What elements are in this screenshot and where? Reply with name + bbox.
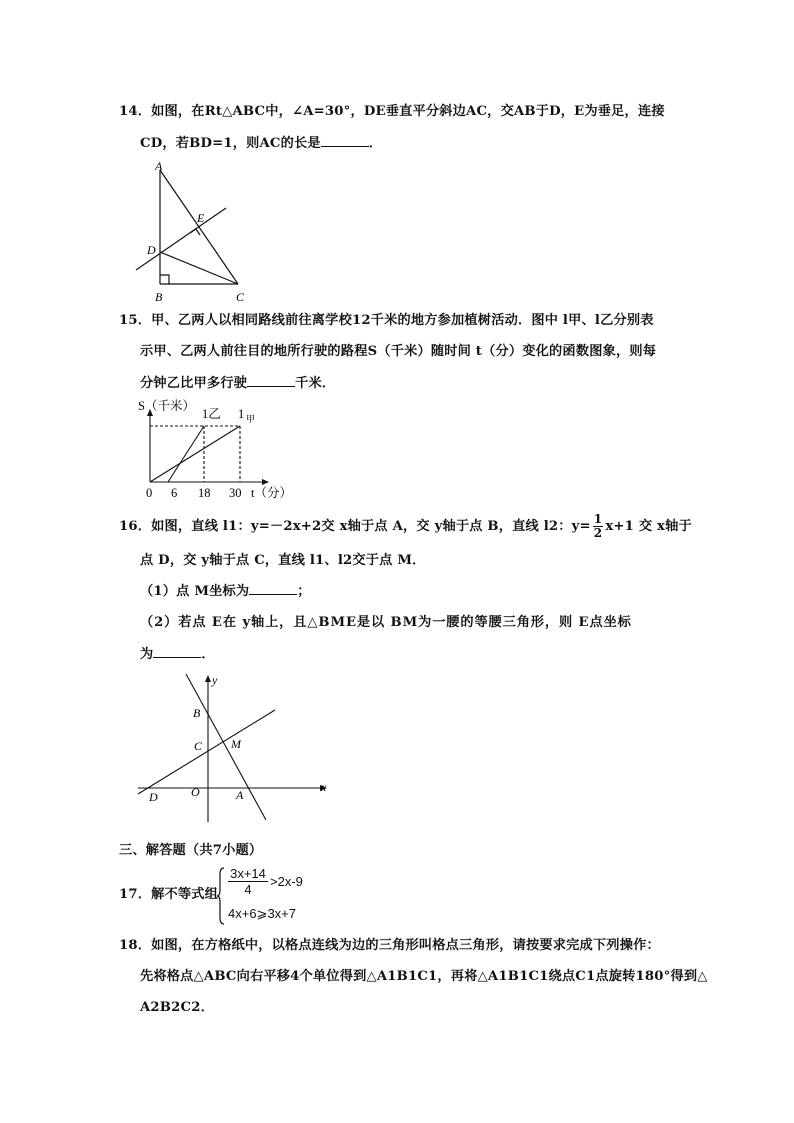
q18-line3: A2B2C2．	[140, 1000, 214, 1015]
q15-line1: 15．甲、乙两人以相同路线前往离学校12千米的地方参加植树活动．图中 l甲、l乙分别表	[119, 313, 654, 328]
q14-label-a: A	[155, 159, 163, 173]
q17-label: 17．解不等式组	[119, 887, 219, 902]
q17-system	[216, 866, 356, 926]
q17-fraction	[228, 866, 268, 897]
q15-line2: 示甲、乙两人前往目的地所行驶的路程S（千米）随时间 t（分）变化的函数图象，则每	[140, 344, 657, 359]
q16-sub2b-end: ．	[201, 647, 215, 662]
q16-line-l2	[138, 710, 275, 794]
q14-label-d: D	[147, 243, 156, 257]
q15-tick-0: 0	[146, 486, 153, 500]
q14-right-angle-e	[190, 229, 200, 235]
q16-sub2b	[140, 645, 215, 664]
q17-ineq2: 4x+6⩾3x+7	[228, 906, 296, 921]
q14-line2-end: ．	[368, 136, 383, 151]
q16-sub1-text: （1）点 M坐标为	[140, 584, 250, 599]
q14-answer-blank	[321, 134, 369, 147]
q16-label-x: x	[321, 780, 327, 794]
q15-answer-blank	[247, 374, 295, 387]
q15-y-label: S（千米）	[138, 399, 195, 413]
q15-label-l-jia-sub: 甲	[246, 414, 256, 424]
q16-label-m: M	[231, 737, 241, 751]
q18-line2: 先将格点△ABC向右平移4个单位得到△A1B1C1，再将△A1B1C1绕点C1点旋转180°得到△	[140, 969, 708, 984]
q16-fraction	[593, 513, 604, 540]
q16-sub2: （2）若点 E在 y轴上，且△BME是以 BM为一腰的等腰三角形，则 E点坐标	[140, 615, 632, 630]
section-3-heading: 三、解答题（共7小题）	[119, 843, 263, 858]
q16-sub2b-text: 为	[140, 647, 154, 662]
q15-x-arrow	[262, 479, 269, 485]
q15-line3	[140, 374, 335, 393]
q14-line1: 14．如图，在Rt△ABC中，∠A=30°，DE垂直平分斜边AC，交AB于D，E为垂足，连接	[119, 104, 665, 119]
q14-figure	[130, 158, 245, 306]
q16-frac-num: 1	[593, 512, 603, 526]
q15-line-yi	[168, 426, 204, 482]
q18-line1: 18．如图，在方格纸中，以格点连线为边的三角形叫格点三角形，请按要求完成下列操作：	[119, 938, 660, 953]
q16-line2: 点 D，交 y轴于点 C，直线 l1、l2交于点 M．	[140, 553, 426, 568]
q17-left-brace	[216, 866, 226, 926]
q14-right-angle-b	[160, 275, 169, 284]
q16-label-o: O	[191, 785, 200, 799]
q16-sub1-end: ；	[297, 584, 311, 599]
q16-label-b: B	[193, 706, 201, 720]
q16-frac-den: 2	[593, 526, 603, 540]
q15-tick-30: 30	[229, 486, 242, 500]
q14-label-b: B	[155, 290, 163, 304]
q17-ineq1-rest: >2x-9	[270, 874, 303, 889]
q14-label-e: E	[197, 211, 205, 225]
q15-x-label: t（分）	[251, 486, 292, 500]
q15-line3-text: 分钟乙比甲多行驶	[140, 376, 248, 391]
q15-line3-end: 千米．	[295, 376, 336, 391]
q15-tick-6: 6	[171, 486, 178, 500]
q16-line1-text: 16．如图，直线 l1：y=－2x+2交 x轴于点 A，交 y轴于点 B，直线 l2：y=	[119, 519, 591, 534]
q16-sub1	[140, 582, 311, 601]
q15-label-l-jia: 1	[238, 407, 245, 421]
q16-label-d: D	[149, 790, 158, 804]
q14-segment-cd	[160, 252, 238, 284]
q16-line1-end: x+1 交 x轴于	[605, 519, 692, 534]
q16-label-c: C	[194, 739, 203, 753]
q15-graph	[136, 396, 306, 502]
q16-figure	[134, 670, 334, 828]
q17-frac-den: 4	[244, 882, 252, 897]
q16-sub1-blank	[249, 582, 297, 595]
q16-label-y: y	[212, 673, 218, 687]
q16-y-arrow	[205, 675, 211, 682]
q15-tick-18: 18	[198, 486, 211, 500]
q14-line2	[140, 134, 382, 153]
q15-line-jia	[150, 426, 240, 482]
q16-label-a: A	[236, 788, 244, 802]
q16-line1	[119, 513, 692, 540]
q17-frac-num: 3x+14	[228, 866, 268, 882]
q14-line2-text: CD，若BD=1，则AC的长是	[140, 136, 321, 151]
q15-label-l-yi: 1乙	[202, 407, 221, 421]
q14-label-c: C	[236, 290, 245, 304]
q16-sub2-blank	[153, 645, 201, 658]
